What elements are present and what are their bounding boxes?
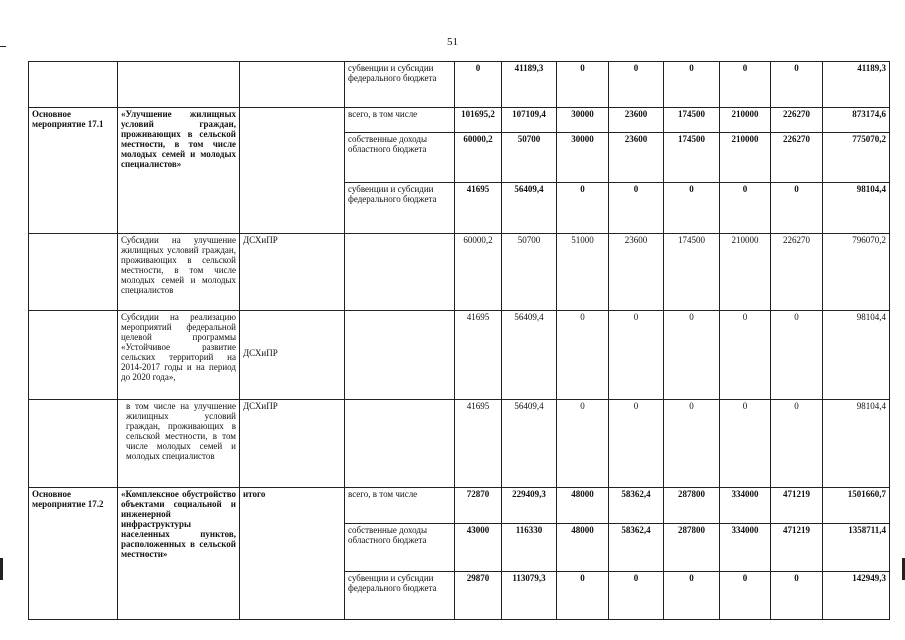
value-cell: 0 bbox=[771, 183, 823, 234]
value-cell: 0 bbox=[557, 62, 609, 108]
total-cell: 1358711,4 bbox=[823, 524, 890, 572]
total-cell: 41189,3 bbox=[823, 62, 890, 108]
funding-source-cell: субвенции и субсидии федерального бюджета bbox=[345, 183, 455, 234]
value-cell: 471219 bbox=[771, 488, 823, 524]
value-cell: 0 bbox=[664, 400, 720, 488]
event-name-cell: в том числе на улучшение жилищных условий граждан, проживающих в сельской местности, в том числе молодых семей и молодых специалистов bbox=[118, 400, 240, 488]
event-name-cell: Субсидии на улучшение жилищных условий граждан, проживающих в сельской местности, в том числе молодых семей и молодых специалистов bbox=[118, 234, 240, 311]
value-cell: 229409,3 bbox=[502, 488, 557, 524]
value-cell: 0 bbox=[720, 62, 771, 108]
executor-cell bbox=[240, 108, 345, 234]
total-cell: 98104,4 bbox=[823, 183, 890, 234]
event-label-cell bbox=[29, 400, 118, 488]
table-row bbox=[29, 62, 890, 108]
value-cell: 48000 bbox=[557, 524, 609, 572]
value-cell: 226270 bbox=[771, 108, 823, 133]
value-cell: 113079,3 bbox=[502, 572, 557, 620]
left-binding-mark bbox=[0, 558, 3, 580]
value-cell: 334000 bbox=[720, 524, 771, 572]
value-cell: 58362,4 bbox=[609, 488, 664, 524]
total-cell: 1501660,7 bbox=[823, 488, 890, 524]
event-label-cell bbox=[29, 311, 118, 400]
event-name-cell bbox=[118, 62, 240, 108]
event-label-cell: Основное мероприятие 17.1 bbox=[29, 108, 118, 234]
event-label-cell: Основное мероприятие 17.2 bbox=[29, 488, 118, 620]
value-cell: 0 bbox=[720, 400, 771, 488]
funding-source-cell: всего, в том числе bbox=[345, 108, 455, 133]
value-cell: 0 bbox=[720, 572, 771, 620]
value-cell: 0 bbox=[720, 311, 771, 400]
total-cell: 775070,2 bbox=[823, 133, 890, 183]
value-cell: 41695 bbox=[455, 400, 502, 488]
value-cell: 23600 bbox=[609, 234, 664, 311]
funding-source-cell bbox=[345, 234, 455, 311]
event-name-cell: «Улучшение жилищных условий граждан, проживающих в сельской местности, в том числе молодых семей и молодых специалистов» bbox=[118, 108, 240, 234]
funding-source-cell: собственные доходы областного бюджета bbox=[345, 133, 455, 183]
executor-cell: итого bbox=[240, 488, 345, 620]
executor-cell: ДСХиПР bbox=[240, 234, 345, 311]
value-cell: 0 bbox=[664, 183, 720, 234]
value-cell: 50700 bbox=[502, 234, 557, 311]
value-cell: 0 bbox=[455, 62, 502, 108]
budget-table bbox=[28, 61, 890, 620]
left-margin-mark bbox=[0, 46, 6, 47]
funding-source-cell bbox=[345, 311, 455, 400]
event-label-cell bbox=[29, 234, 118, 311]
funding-source-cell: субвенции и субсидии федерального бюджета bbox=[345, 572, 455, 620]
value-cell: 226270 bbox=[771, 133, 823, 183]
value-cell: 471219 bbox=[771, 524, 823, 572]
value-cell: 56409,4 bbox=[502, 311, 557, 400]
total-cell: 98104,4 bbox=[823, 311, 890, 400]
total-cell: 98104,4 bbox=[823, 400, 890, 488]
value-cell: 30000 bbox=[557, 108, 609, 133]
funding-source-cell: собственные доходы областного бюджета bbox=[345, 524, 455, 572]
value-cell: 226270 bbox=[771, 234, 823, 311]
table-row bbox=[29, 488, 890, 524]
value-cell: 0 bbox=[609, 62, 664, 108]
value-cell: 29870 bbox=[455, 572, 502, 620]
table-row bbox=[29, 400, 890, 488]
value-cell: 23600 bbox=[609, 108, 664, 133]
value-cell: 41695 bbox=[455, 183, 502, 234]
value-cell: 56409,4 bbox=[502, 400, 557, 488]
value-cell: 0 bbox=[771, 572, 823, 620]
value-cell: 287800 bbox=[664, 488, 720, 524]
event-label-cell bbox=[29, 62, 118, 108]
value-cell: 0 bbox=[609, 183, 664, 234]
value-cell: 0 bbox=[557, 572, 609, 620]
value-cell: 0 bbox=[771, 400, 823, 488]
executor-cell bbox=[240, 62, 345, 108]
table-row bbox=[29, 108, 890, 133]
value-cell: 287800 bbox=[664, 524, 720, 572]
total-cell: 873174,6 bbox=[823, 108, 890, 133]
value-cell: 210000 bbox=[720, 108, 771, 133]
value-cell: 0 bbox=[609, 572, 664, 620]
total-cell: 796070,2 bbox=[823, 234, 890, 311]
value-cell: 210000 bbox=[720, 133, 771, 183]
value-cell: 58362,4 bbox=[609, 524, 664, 572]
value-cell: 0 bbox=[557, 311, 609, 400]
value-cell: 0 bbox=[557, 183, 609, 234]
value-cell: 174500 bbox=[664, 133, 720, 183]
value-cell: 174500 bbox=[664, 108, 720, 133]
value-cell: 0 bbox=[609, 400, 664, 488]
value-cell: 116330 bbox=[502, 524, 557, 572]
value-cell: 60000,2 bbox=[455, 133, 502, 183]
executor-cell: ДСХиПР bbox=[240, 311, 345, 400]
funding-source-cell: субвенции и субсидии федерального бюджета bbox=[345, 62, 455, 108]
value-cell: 60000,2 bbox=[455, 234, 502, 311]
total-cell: 142949,3 bbox=[823, 572, 890, 620]
event-name-cell: Субсидии на реализацию мероприятий федеральной целевой программы «Устойчивое развитие сельских территорий на 2014-2017 годы и на период до 2020 года», bbox=[118, 311, 240, 400]
value-cell: 43000 bbox=[455, 524, 502, 572]
value-cell: 51000 bbox=[557, 234, 609, 311]
event-name-cell: «Комплексное обустройство объектами социальной и инженерной инфраструктуры населенных пунктов, расположенных в сельской местности» bbox=[118, 488, 240, 620]
value-cell: 23600 bbox=[609, 133, 664, 183]
value-cell: 0 bbox=[664, 572, 720, 620]
value-cell: 0 bbox=[609, 311, 664, 400]
value-cell: 0 bbox=[771, 62, 823, 108]
value-cell: 56409,4 bbox=[502, 183, 557, 234]
value-cell: 334000 bbox=[720, 488, 771, 524]
value-cell: 48000 bbox=[557, 488, 609, 524]
table-row bbox=[29, 311, 890, 400]
value-cell: 0 bbox=[664, 311, 720, 400]
value-cell: 0 bbox=[664, 62, 720, 108]
value-cell: 50700 bbox=[502, 133, 557, 183]
value-cell: 41189,3 bbox=[502, 62, 557, 108]
value-cell: 72870 bbox=[455, 488, 502, 524]
value-cell: 210000 bbox=[720, 234, 771, 311]
value-cell: 30000 bbox=[557, 133, 609, 183]
funding-source-cell: всего, в том числе bbox=[345, 488, 455, 524]
value-cell: 174500 bbox=[664, 234, 720, 311]
funding-source-cell bbox=[345, 400, 455, 488]
page-number: 51 bbox=[447, 36, 458, 48]
value-cell: 107109,4 bbox=[502, 108, 557, 133]
value-cell: 0 bbox=[720, 183, 771, 234]
value-cell: 101695,2 bbox=[455, 108, 502, 133]
value-cell: 41695 bbox=[455, 311, 502, 400]
value-cell: 0 bbox=[557, 400, 609, 488]
value-cell: 0 bbox=[771, 311, 823, 400]
executor-cell: ДСХиПР bbox=[240, 400, 345, 488]
table-row bbox=[29, 234, 890, 311]
